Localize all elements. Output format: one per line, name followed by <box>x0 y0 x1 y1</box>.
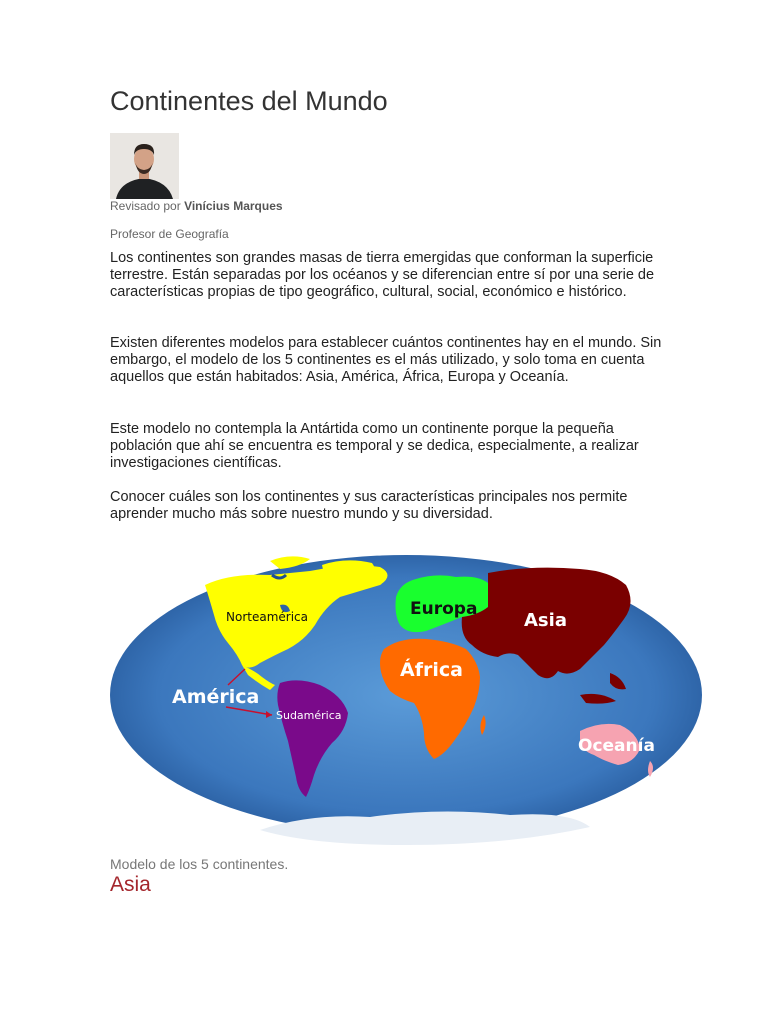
map-caption: Modelo de los 5 continentes. <box>110 856 289 872</box>
section-heading: Asia <box>110 873 151 896</box>
world-map <box>110 545 702 845</box>
byline <box>110 199 283 213</box>
author-role: Profesor de Geografía <box>110 227 229 241</box>
author-avatar <box>110 133 179 199</box>
paragraph: Los continentes son grandes masas de tierra emergidas que conforman la superficie terrestre. Están separadas por los océanos y se diferencian entre sí por una serie de características propias de tipo geográfico, cultural, social, económico e histórico. <box>110 250 655 301</box>
page-title: Continentes del Mundo <box>110 86 388 116</box>
label-america: América <box>172 686 260 708</box>
label-oceania: Oceanía <box>578 736 655 756</box>
author-name[interactable]: Vinícius Marques <box>184 199 283 213</box>
continents-map-image <box>110 545 702 845</box>
label-south-america: Sudamérica <box>276 709 342 722</box>
label-asia: Asia <box>524 610 567 631</box>
author-photo <box>110 133 179 199</box>
paragraph: Conocer cuáles son los continentes y sus características principales nos permite aprender mucho más sobre nuestro mundo y su diversidad. <box>110 489 628 523</box>
label-north-america: Norteamérica <box>226 610 308 624</box>
paragraph: Este modelo no contempla la Antártida como un continente porque la pequeña población que ahí se encuentra es temporal y se dedica, especialmente, a realizar investigaciones científicas. <box>110 421 639 472</box>
paragraph: Existen diferentes modelos para establecer cuántos continentes hay en el mundo. Sin embargo, el modelo de los 5 continentes es el más utilizado, y solo toma en cuenta aquellos que están habitados: Asia, América, África, Europa y Oceanía. <box>110 335 662 386</box>
label-europe: Europa <box>410 599 478 619</box>
byline-prefix: Revisado por <box>110 199 181 213</box>
label-africa: África <box>400 659 463 681</box>
